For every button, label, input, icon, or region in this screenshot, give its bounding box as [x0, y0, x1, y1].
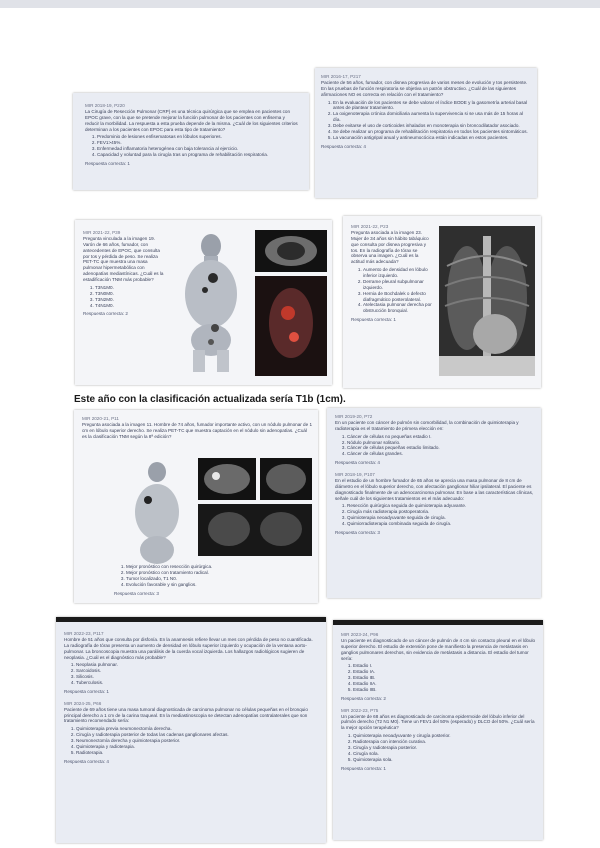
question-photo-2 [315, 68, 537, 198]
question-header: MIR 2022-23, P117 [64, 631, 104, 636]
question-text: Pregunta asociada a la imagen 23. Mujer de 34 años sin hábito tabáquico que consulta por disnea progresiva y tos. En la radiografía de tórax se observa una imagen. ¿Cuál es la actitud más adecuada? [351, 229, 429, 265]
option: 4. Tuberculosis. [76, 680, 319, 686]
option: 2. Cirugía más radioterapia postoperatoria. [347, 509, 535, 515]
question-header: MIR 2019-20, P72 [335, 414, 373, 419]
option: 1. Quimioterapia neoadyuvante y cirugía posterior. [353, 733, 537, 739]
question-photo-6 [327, 408, 541, 598]
top-margin-strip [0, 0, 600, 8]
option: 4. Capacidad y voluntad para la cirugía tras un programa de rehabilitación respiratoria. [97, 152, 300, 158]
options-list [114, 564, 314, 588]
option: 4. T4N1M0. [95, 303, 165, 309]
question-text: Un paciente es diagnosticado de un cáncer de pulmón de 4 cm sin contacto pleural en el lóbulo superior derecho. El estudio de extensión pone de manifiesto la presencia de metástasis en ganglios pulmonares derechos, sin evidencia de metástasis a distancia. El estadio del tumor sería: [341, 637, 536, 661]
option: 5. Estadio IIB. [353, 687, 537, 693]
answer-text: Respuesta correcta: 3 [114, 590, 159, 596]
question-block [335, 414, 535, 536]
question-block [82, 416, 312, 440]
options-list [335, 503, 535, 527]
option: 4. Quimioterapia y radioterapia. [76, 744, 319, 750]
question-header: MIR 2021-22, P39 [83, 230, 121, 235]
option: 2. T3N0M0. [95, 291, 165, 297]
question-header: MIR 2018-19, P220 [85, 103, 125, 108]
option: 3. Tumor localizado, T1 N0. [126, 576, 314, 582]
question-text: Paciente de 69 años tiene una masa tumoral diagnosticada de carcinoma pulmonar no células pequeñas en el bronquio principal derecho a 1 cm de la carina traqueal. En la mediastinoscopia se detectan adenopatías contralaterales que son tratamiento recomendado sería: [64, 706, 308, 724]
question-text: Pregunta vinculada a la imagen 19. Varón de 66 años, fumador, con antecedentes de EPOC, que consulta por tos y pérdida de peso. Se realiza PET-TC que muestra una masa pulmonar hipermetabólica con adenopatías mediastínicas. ¿Cuál es la estadificación TNM más probable? [83, 235, 164, 282]
options-list [341, 663, 537, 692]
ct-scan-image-2 [260, 458, 312, 500]
options-list [341, 733, 537, 762]
option: 2. Radioterapia con intención curativa. [353, 739, 537, 745]
option: 2. Mejor pronóstico con tratamiento radical. [126, 570, 314, 576]
option: 3. T3N2M0. [95, 297, 165, 303]
option: 5. La vacunación antigripal anual y antineumocócica están indicadas en estos pacientes. [333, 135, 531, 141]
answer-text: Respuesta correcta: 3 [335, 529, 380, 535]
option: 4. Estadio IIA. [353, 681, 537, 687]
option: 1. Neoplasia pulmonar. [76, 662, 319, 668]
question-block [341, 632, 537, 771]
question-header: MIR 2018-19, P107 [335, 472, 375, 477]
answer-text: Respuesta correcta: 1 [64, 688, 109, 694]
answer-text: Respuesta correcta: 4 [321, 143, 366, 149]
option: 2. Estadio IA. [353, 669, 537, 675]
question-photo-7 [56, 617, 326, 843]
answer-text: Respuesta correcta: 1 [85, 160, 130, 166]
question-header: MIR 2023-24, P96 [341, 632, 379, 637]
question-text: La Cirugía de Resección Pulmonar (CRP) es una técnica quirúrgica que se emplea en pacientes con EPOC grave, con la que se pretende mejorar la función pulmonar de los pacientes con enfisema y reducir la morbilidad. La respuesta a esta prueba depende de la misma. ¿Cuál de los siguientes criterios determinan a los pacientes con EPOC para esta tipo de tratamiento? [85, 108, 298, 132]
option: 2. Sarcoidosis. [76, 668, 319, 674]
question-block [351, 224, 433, 323]
question-header: MIR 2024-25, P66 [64, 700, 102, 706]
pet-scan-body-image [171, 232, 251, 372]
ct-scan-image [255, 230, 327, 272]
option: 4. Se debe realizar un programa de rehabilitación respiratoria en todos los pacientes sintomáticos. [333, 129, 531, 135]
answer-text: Respuesta correcta: 1 [341, 765, 386, 771]
option: 1. T3N1M0. [95, 285, 165, 291]
option: 4. Quimiorradioterapia combinada seguida de cirugía. [347, 521, 535, 527]
question-photo-4 [343, 216, 541, 388]
option: 3. Hernia de Bochdalek o defecto diafragmático posterolateral. [363, 291, 433, 303]
question-text: Un paciente de 68 años es diagnosticado de carcinoma epidermoide del lóbulo inferior del pulmón derecho (T2 N1 M0). Tiene un FEV1 del 50% (esperado) y DLCO del 50%. ¿Cuál sería la mejor opción terapéutica? [341, 713, 535, 731]
option: 3. Enfermedad inflamatoria heterogénea con baja tolerancia al ejercicio. [97, 146, 300, 152]
options-list [64, 662, 319, 686]
options-list [335, 434, 535, 458]
option: 4. Cirugía sola. [353, 751, 537, 757]
question-photo-1 [73, 93, 309, 190]
answer-text: Respuesta correcta: 2 [341, 695, 386, 701]
option: 1. Estadio I. [353, 663, 537, 669]
options-list [351, 267, 433, 314]
option: 3. Estadio IB. [353, 675, 537, 681]
question-text: Paciente de 56 años, fumador, con disnea progresiva de varios meses de evolución y tos persistente. En las pruebas de función respiratoria se objetiva un patrón obstructivo. ¿Cuál de las siguientes afirmaciones NO es correcta en relación con el tratamiento? [321, 79, 528, 97]
pet-ct-fusion-image [255, 276, 327, 376]
option: 4. Atelectasia pulmonar derecha por obstrucción bronquial. [363, 302, 433, 314]
question-photo-8 [333, 620, 543, 840]
question-photo-5 [74, 410, 318, 603]
pet-ct-fusion-image [198, 504, 312, 556]
question-block [64, 631, 319, 765]
question-photo-3 [75, 220, 332, 385]
question-text: En un paciente con cáncer de pulmón sin comorbilidad, la combinación de quimioterapia y radioterapia es el tratamiento de primera elección en: [335, 419, 519, 431]
question-text: En el estudio de un hombre fumador de 65 años se aprecia una masa pulmonar de 8 cm de diámetro en el lóbulo superior derecho, con afectación ganglionar hiliar ipsilateral. El paciente es diagnosticado finalmente de un adenocarcinoma pulmonar. En base a las características clínicas, señale cuál de los siguientes tratamientos es el más adecuado: [335, 477, 534, 501]
options-block [114, 562, 314, 596]
option: 1. Aumento de densidad en lóbulo inferior izquierdo. [363, 267, 433, 279]
option: 2. Nódulo pulmonar solitario. [347, 440, 535, 446]
options-list [85, 134, 300, 158]
ct-scan-image [198, 458, 256, 500]
option: 2. Cirugía y radioterapia posterior de todas las cadenas ganglionares afectas. [76, 732, 319, 738]
question-header: MIR 2016-17, P217 [321, 74, 361, 79]
options-list [321, 100, 531, 141]
question-block [83, 230, 165, 317]
option: 1. Predominio de lesiones enfisematosas en lóbulos superiores. [97, 134, 300, 140]
option: 5. Quimioterapia sola. [353, 757, 537, 763]
option: 1. Resección quirúrgica seguida de quimioterapia adyuvante. [347, 503, 535, 509]
answer-text: Respuesta correcta: 2 [83, 311, 128, 317]
option: 2. Derrame pleural subpulmonar izquierdo. [363, 279, 433, 291]
option: 3. Cáncer de células pequeñas estadio limitado. [347, 445, 535, 451]
photo-top-edge [56, 617, 326, 622]
question-block [85, 103, 300, 167]
chest-xray-image [439, 226, 535, 376]
answer-text: Respuesta correcta: 1 [351, 317, 396, 323]
option: 3. Quimioterapia neoadyuvante seguida de cirugía. [347, 515, 535, 521]
option: 5. Radioterapia. [76, 750, 319, 756]
option: 1. Cáncer de células no pequeñas estadio I. [347, 434, 535, 440]
option: 1. En la evaluación de los pacientes se debe valorar el índice BODE y la gasometría arterial basal antes de plantear tratamiento. [333, 100, 531, 112]
question-header: MIR 2020-21, P11 [82, 416, 119, 421]
option: 1. Mejor pronóstico con resección quirúrgica. [126, 564, 314, 570]
option: 1. Quimioterapia previa neumonectomía derecha. [76, 726, 319, 732]
option: 3. Cirugía y radioterapia posterior. [353, 745, 537, 751]
option: 2. La oxigenoterapia crónica domiciliaria aumenta la supervivencia si se usa más de 15 horas al día. [333, 111, 531, 123]
question-text: Hombre de 51 años que consulta por disfonía. En la anamnesis refiere llevar un mes con pérdida de peso no cuantificada. La radiografía de tórax presenta un aumento de densidad en lóbulo superior izquierdo y ocupación de la ventana aorto-pulmonar. La broncoscopia muestra una parálisis de la cuerda vocal izquierda. Los hallazgos radiológicos sugieren de neoplasia. ¿Cuál es el diagnóstico más probable? [64, 636, 313, 660]
question-text: Pregunta asociada a la imagen 11. Hombre de 74 años, fumador importante activo, con un nódulo pulmonar de 1 cm en lóbulo superior derecho. Se realiza PET-TC que muestra captación en el nódulo sin adenopatías. ¿Cuál es la clasificación TNM según la 8ª edición? [82, 421, 313, 439]
answer-text: Respuesta correcta: 4 [335, 460, 380, 466]
question-header: MIR 2022-23, P75 [341, 707, 379, 713]
option: 3. Silicosis. [76, 674, 319, 680]
options-list [83, 285, 165, 309]
options-list [64, 726, 319, 755]
caption-text: Este año con la clasificación actualizada sería T1b (1cm). [74, 394, 346, 405]
photo-top-edge [333, 620, 543, 625]
option: 4. Cáncer de células grandes. [347, 451, 535, 457]
question-block [321, 74, 531, 150]
pet-scan-body-image [122, 460, 192, 570]
option: 4. Evolución favorable y sin ganglios. [126, 582, 314, 588]
question-header: MIR 2021-22, P23 [351, 224, 389, 229]
option: 3. Debe evitarse el uso de corticoides inhalados en monoterapia sin broncodilatador asociado. [333, 123, 531, 129]
answer-text: Respuesta correcta: 4 [64, 758, 109, 764]
option: 3. Neumonectomía derecha y quimioterapia posterior. [76, 738, 319, 744]
option: 2. FEV1>45%. [97, 140, 300, 146]
